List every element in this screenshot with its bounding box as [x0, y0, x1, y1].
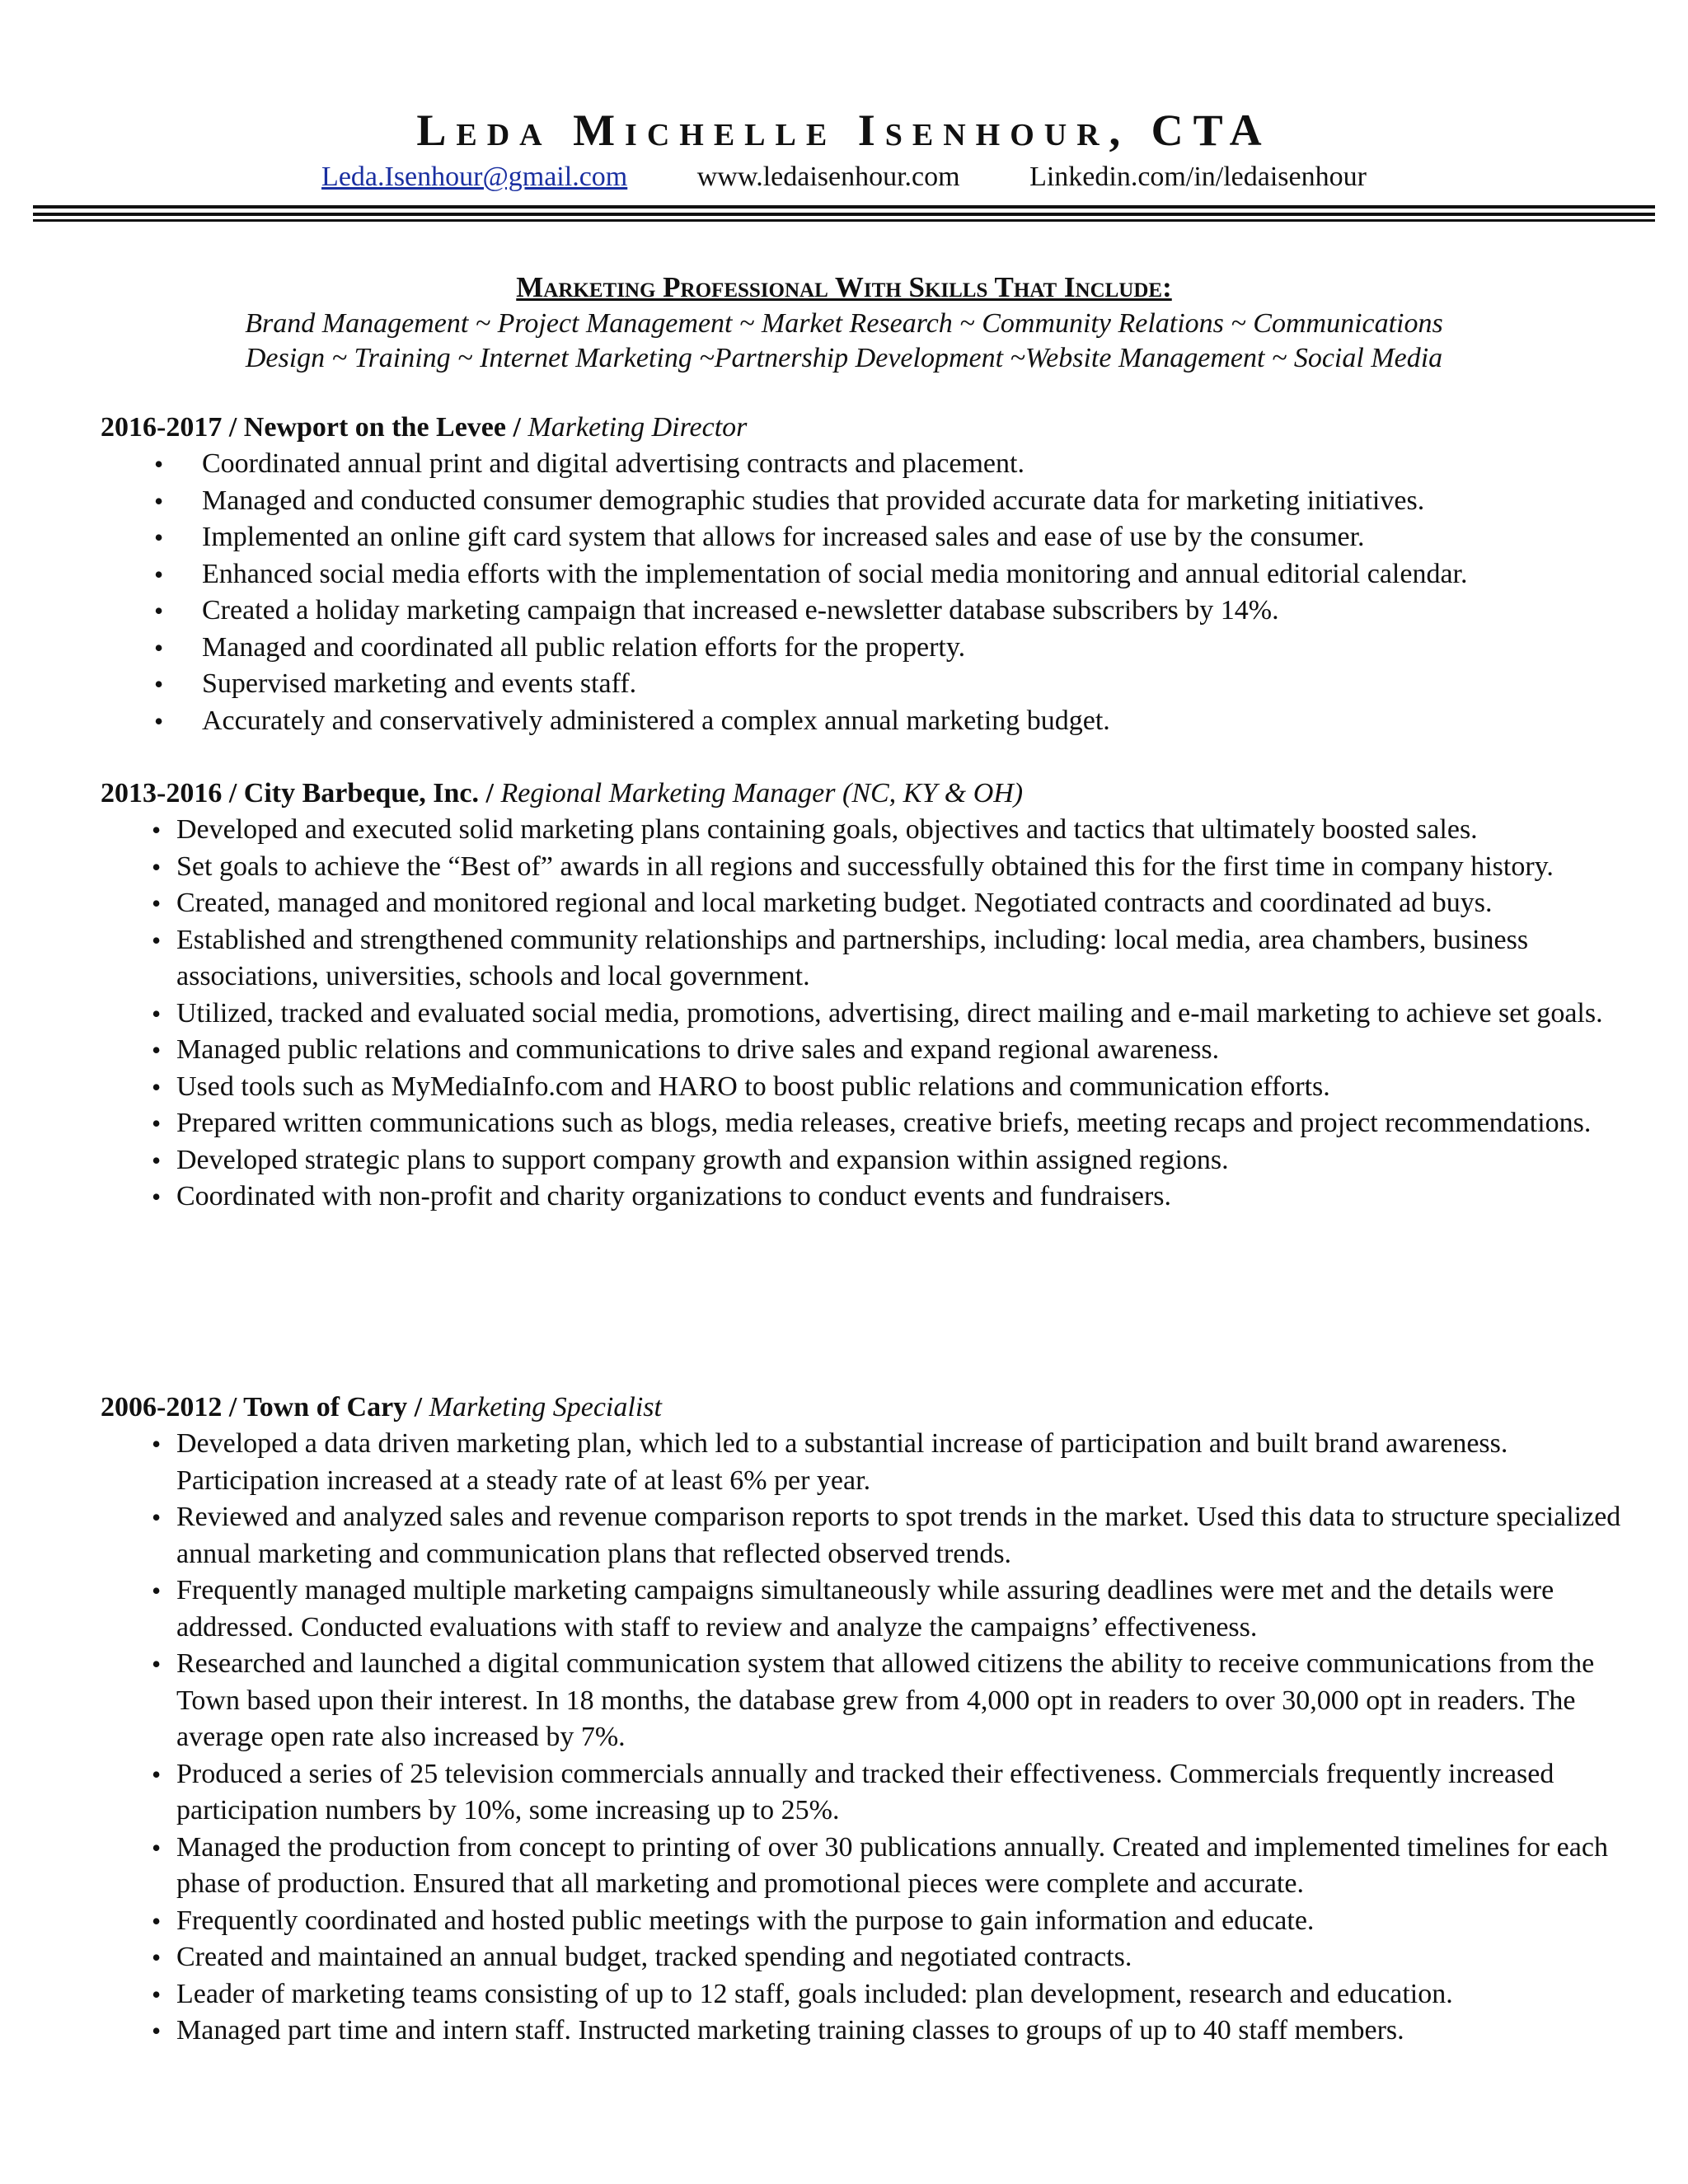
- bullet-icon: •: [152, 1576, 162, 1605]
- bullet-icon: •: [154, 705, 164, 736]
- header-divider: [33, 205, 1655, 209]
- bullet-icon: •: [154, 669, 164, 699]
- bullet-icon: •: [152, 998, 162, 1029]
- list-item: • Prepared written communications such as blogs, media releases, creative briefs, meeting recaps and project recommendations.: [101, 1105, 1650, 1142]
- list-item: • Enhanced social media efforts with the implementation of social media monitoring and annual editorial calendar.: [101, 556, 1650, 593]
- list-item: • Developed a data driven marketing plan, which led to a substantial increase of participation and built brand awareness. Participation increased at a steady rate of at least 6% per year.: [101, 1426, 1650, 1499]
- list-item: • Produced a series of 25 television commercials annually and tracked their effectiveness. Commercials frequently increased participation numbers by 10%, some increasing up to 25%.: [101, 1756, 1650, 1830]
- list-item: • Used tools such as MyMediaInfo.com and HARO to boost public relations and communication efforts.: [101, 1069, 1650, 1106]
- list-item: • Supervised marketing and events staff.: [101, 666, 1650, 703]
- bullet-icon: •: [152, 888, 162, 918]
- list-item: • Reviewed and analyzed sales and revenue comparison reports to spot trends in the market. Used this data to structure specialized annual marketing and communication plans that reflected observed trends.: [101, 1499, 1650, 1572]
- bullet-icon: •: [152, 1108, 162, 1138]
- list-item: • Created, managed and monitored regional and local marketing budget. Negotiated contracts and coordinated ad buys.: [101, 885, 1650, 922]
- skills-line: Design ~ Training ~ Internet Marketing ~Partnership Development ~Website Management ~ Social Media: [245, 343, 1443, 373]
- bullet-icon: •: [152, 1649, 162, 1679]
- job-section: [101, 776, 1650, 1216]
- bullet-icon: •: [152, 1429, 162, 1459]
- website-text: www.ledaisenhour.com: [696, 162, 960, 192]
- list-item: • Managed and coordinated all public relation efforts for the property.: [101, 630, 1650, 667]
- bullet-icon: •: [152, 1182, 162, 1212]
- list-item: • Utilized, tracked and evaluated social media, promotions, advertising, direct mailing and e-mail marketing to achieve set goals.: [101, 996, 1650, 1033]
- bullet-icon: •: [152, 851, 162, 882]
- job-section: [101, 1390, 1650, 2050]
- bullet-icon: •: [152, 1832, 162, 1863]
- job-role: Marketing Director: [528, 412, 748, 443]
- job-bullets: [101, 446, 1650, 739]
- skills-line: Brand Management ~ Project Management ~ Market Research ~ Community Relations ~ Communications: [245, 308, 1443, 339]
- bullet-icon: •: [154, 596, 164, 626]
- job-heading: 2006-2012 / Town of Cary / Marketing Specialist: [101, 1392, 662, 1422]
- bullet-icon: •: [152, 2016, 162, 2046]
- bullet-icon: •: [152, 1759, 162, 1789]
- bullet-icon: •: [152, 1979, 162, 2009]
- list-item: • Set goals to achieve the “Best of” awards in all regions and successfully obtained this for the first time in company history.: [101, 849, 1650, 886]
- job-years: 2016-2017: [101, 412, 223, 443]
- contact-line: [0, 157, 1688, 198]
- job-section: [101, 410, 1650, 739]
- job-company: Newport on the Levee: [243, 412, 506, 443]
- list-item: • Managed the production from concept to printing of over 30 publications annually. Created and implemented timelines for each phase of production. Ensured that all marketing and promotional pieces were complete and accurate.: [101, 1830, 1650, 1903]
- list-item: • Researched and launched a digital communication system that allowed citizens the ability to receive communications from the Town based upon their interest. In 18 months, the database grew from 4,000 opt in readers to over 30,000 opt in readers. The average open rate also increased by 7%.: [101, 1646, 1650, 1756]
- list-item: • Managed part time and intern staff. Instructed marketing training classes to groups of up to 40 staff members.: [101, 2013, 1650, 2050]
- bullet-icon: •: [154, 559, 164, 589]
- list-item: • Developed strategic plans to support company growth and expansion within assigned regions.: [101, 1142, 1650, 1179]
- linkedin-text: Linkedin.com/in/ledaisenhour: [1029, 162, 1367, 192]
- list-item: • Frequently coordinated and hosted public meetings with the purpose to gain information and educate.: [101, 1903, 1650, 1940]
- bullet-icon: •: [154, 632, 164, 663]
- bullet-icon: •: [152, 1145, 162, 1175]
- bullet-icon: •: [152, 1905, 162, 1936]
- header-divider: [33, 219, 1655, 222]
- email-link[interactable]: Leda.Isenhour@gmail.com: [321, 162, 628, 192]
- list-item: • Managed public relations and communications to drive sales and expand regional awareness.: [101, 1032, 1650, 1069]
- job-bullets: [101, 812, 1650, 1216]
- job-heading: 2016-2017 / Newport on the Levee / Marketing Director: [101, 412, 748, 443]
- list-item: • Leader of marketing teams consisting of up to 12 staff, goals included: plan development, research and education.: [101, 1976, 1650, 2013]
- job-heading: 2013-2016 / City Barbeque, Inc. / Regional Marketing Manager (NC, KY & OH): [101, 778, 1024, 808]
- job-role: Regional Marketing Manager (NC, KY & OH): [500, 778, 1024, 808]
- bullet-icon: •: [152, 1071, 162, 1102]
- list-item: • Established and strengthened community relationships and partnerships, including: local media, area chambers, business associations, universities, schools and local government.: [101, 922, 1650, 996]
- bullet-icon: •: [154, 485, 164, 516]
- bullet-icon: •: [152, 1502, 162, 1532]
- list-item: • Developed and executed solid marketing plans containing goals, objectives and tactics that ultimately boosted sales.: [101, 812, 1650, 849]
- job-company: Town of Cary: [243, 1392, 408, 1422]
- job-company: City Barbeque, Inc.: [243, 778, 480, 808]
- list-item: • Coordinated with non-profit and charity organizations to conduct events and fundraisers.: [101, 1179, 1650, 1216]
- bullet-icon: •: [152, 815, 162, 845]
- bullet-icon: •: [152, 1035, 162, 1065]
- skills-title: Marketing Professional With Skills That Include:: [516, 271, 1172, 303]
- bullet-icon: •: [154, 449, 164, 479]
- bullet-icon: •: [152, 1943, 162, 1972]
- bullet-icon: •: [152, 925, 162, 955]
- candidate-name: Leda Michelle Isenhour, CTA: [416, 105, 1272, 155]
- list-item: • Frequently managed multiple marketing campaigns simultaneously while assuring deadlines were met and the details were addressed. Conducted evaluations with staff to review and analyze the campaigns’ effectiveness.: [101, 1572, 1650, 1646]
- job-role: Marketing Specialist: [429, 1392, 662, 1422]
- bullet-icon: •: [154, 523, 164, 552]
- job-bullets: [101, 1426, 1650, 2050]
- list-item: • Created and maintained an annual budget, tracked spending and negotiated contracts.: [101, 1939, 1650, 1976]
- job-years: 2006-2012: [101, 1392, 223, 1422]
- list-item: • Coordinated annual print and digital advertising contracts and placement.: [101, 446, 1650, 483]
- list-item: • Managed and conducted consumer demographic studies that provided accurate data for marketing initiatives.: [101, 483, 1650, 520]
- list-item: • Implemented an online gift card system that allows for increased sales and ease of use by the consumer.: [101, 519, 1650, 556]
- list-item: • Created a holiday marketing campaign that increased e-newsletter database subscribers by 14%.: [101, 593, 1650, 630]
- list-item: • Accurately and conservatively administered a complex annual marketing budget.: [101, 703, 1650, 740]
- job-years: 2013-2016: [101, 778, 223, 808]
- header-divider: [33, 213, 1655, 216]
